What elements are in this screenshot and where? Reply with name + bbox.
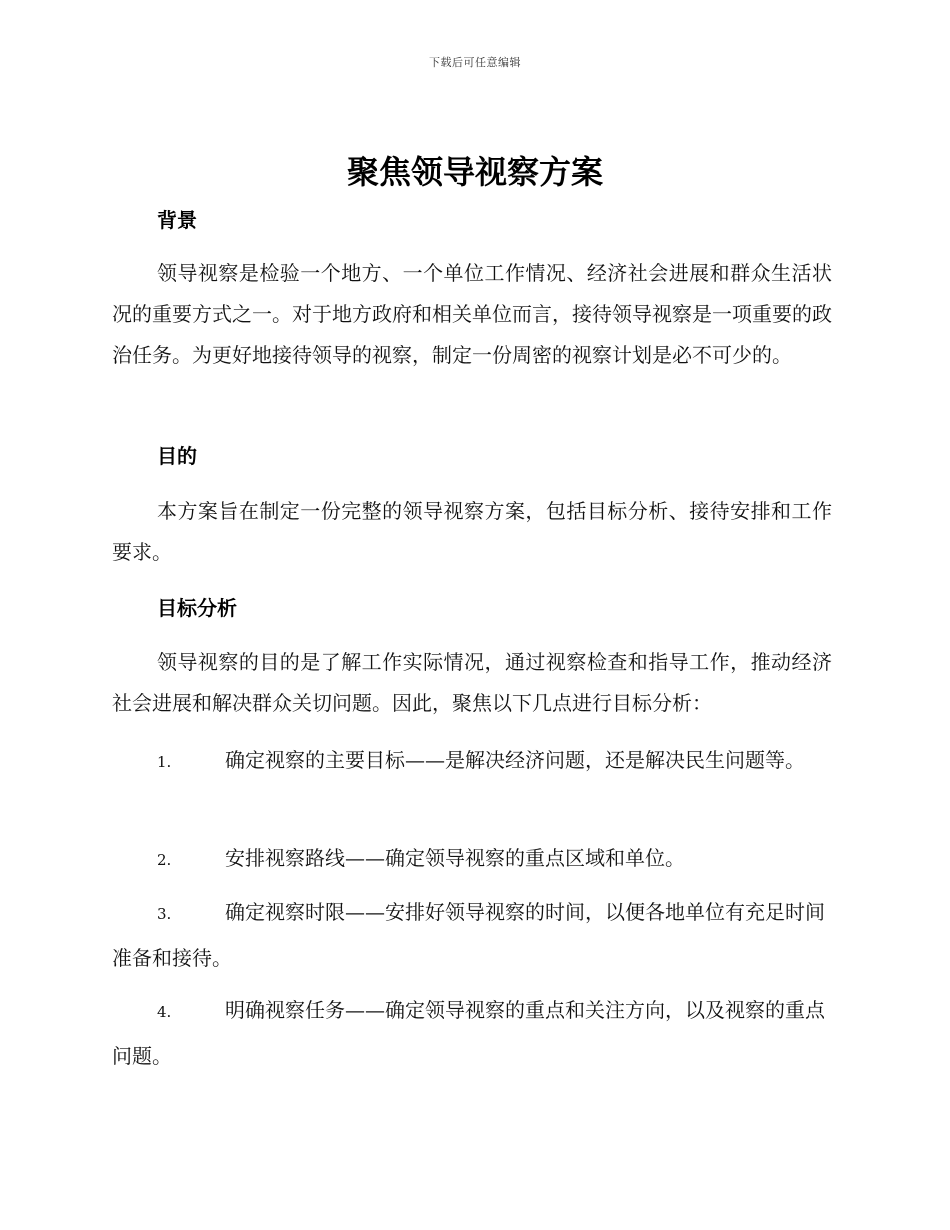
- list-item: [112, 988, 832, 1078]
- list-item: [112, 836, 832, 882]
- heading-analysis: 目标分析: [157, 596, 237, 620]
- document-title: 聚焦领导视察方案: [346, 153, 603, 191]
- list-item-number: 3.: [157, 905, 172, 923]
- paragraph-purpose: 本方案旨在制定一份完整的领导视察方案，包括目标分析、接待安排和工作要求。: [112, 499, 832, 564]
- list-item: [112, 890, 832, 980]
- list-item-text: 确定视察的主要目标——是解决经济问题，还是解决民生问题等。: [225, 748, 805, 772]
- list-item-number: 1.: [157, 753, 172, 771]
- list-item-text: 明确视察任务——确定领导视察的重点和关注方向，以及视察的重点问题。: [112, 998, 825, 1068]
- header-note: 下载后可任意编辑: [429, 56, 521, 69]
- paragraph-analysis: 领导视察的目的是了解工作实际情况，通过视察检查和指导工作，推动经济社会进展和解决群众关切问题。因此，聚焦以下几点进行目标分析：: [112, 650, 832, 715]
- paragraph-background: 领导视察是检验一个地方、一个单位工作情况、经济社会进展和群众生活状况的重要方式之一。对于地方政府和相关单位而言，接待领导视察是一项重要的政治任务。为更好地接待领导的视察，制定一份周密的视察计划是必不可少的。: [112, 261, 832, 367]
- list-item: [112, 738, 832, 784]
- heading-background: 背景: [157, 208, 197, 232]
- list-item-text: 安排视察路线——确定领导视察的重点区域和单位。: [225, 846, 685, 870]
- list-item-text: 确定视察时限——安排好领导视察的时间，以便各地单位有充足时间准备和接待。: [112, 900, 825, 970]
- list-item-number: 2.: [157, 851, 172, 869]
- heading-purpose: 目的: [157, 444, 197, 468]
- list-item-number: 4.: [157, 1003, 172, 1021]
